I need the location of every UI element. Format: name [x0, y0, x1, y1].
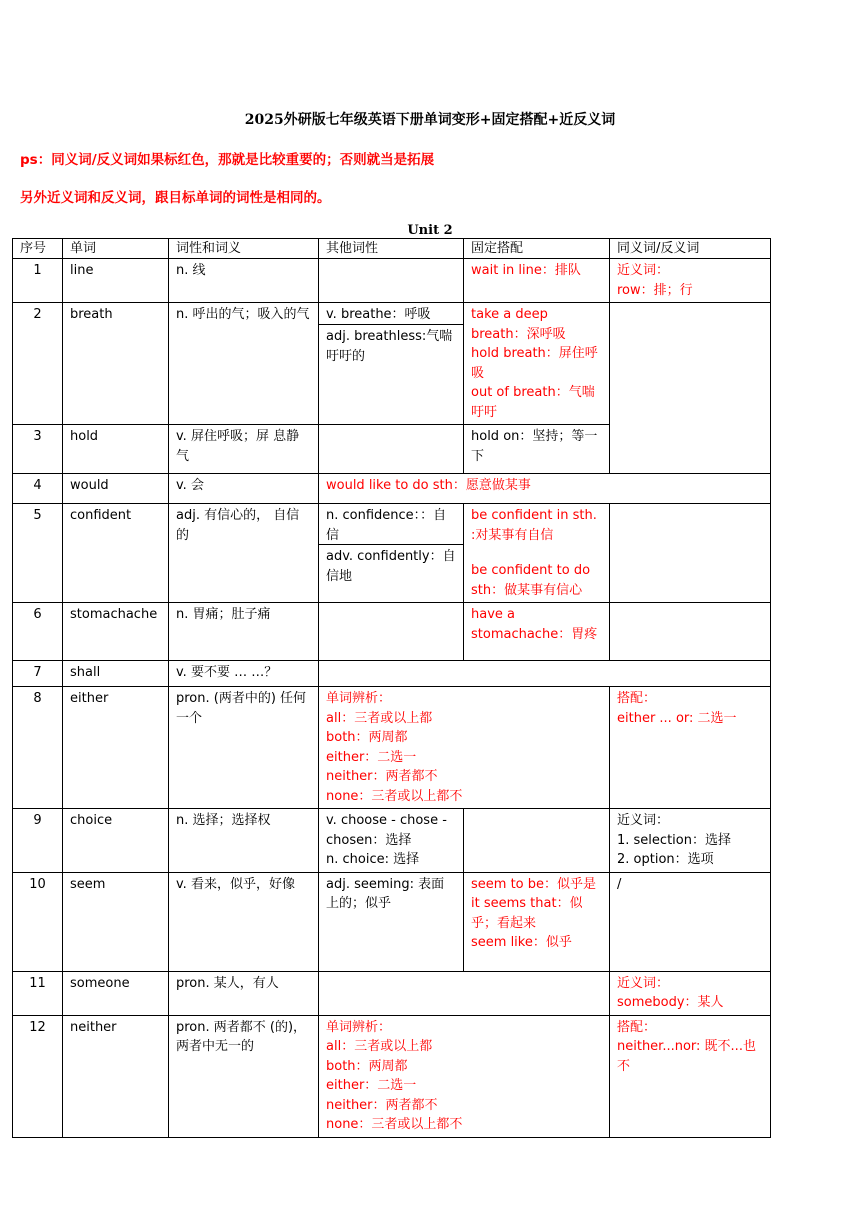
collocation-line: hold breath：屏住呼吸 — [471, 346, 598, 381]
row-word: line — [63, 259, 169, 303]
analysis-line: both：两周都 — [326, 730, 408, 745]
table-row — [13, 474, 771, 504]
collocation-line: be confident in sth. :对某事有自信 — [471, 508, 597, 543]
row-synonyms — [610, 1015, 771, 1137]
row-word: hold — [63, 425, 169, 474]
row-number: 12 — [13, 1015, 63, 1137]
other-form: adv. confidently：自信地 — [319, 544, 463, 588]
other-form: n. confidence：：自信 — [326, 508, 447, 543]
collocation-line: be confident to do sth：做某事有信心 — [471, 563, 591, 598]
row-meaning: v. 看来，似乎，好像 — [169, 872, 319, 971]
row-word: either — [63, 687, 169, 809]
analysis-line: both：两周都 — [326, 1058, 408, 1074]
row-meaning: v. 要不要 … …？ — [169, 661, 319, 687]
table-row — [13, 872, 771, 971]
row-synonyms — [610, 971, 771, 1015]
header-collocation: 固定搭配 — [464, 239, 610, 259]
row-other-forms — [319, 259, 464, 303]
row-synonyms — [610, 809, 771, 873]
row-meaning: n. 选择；选择权 — [169, 809, 319, 873]
row-word-analysis — [319, 1015, 610, 1137]
syn-line: 搭配： — [617, 1019, 657, 1035]
analysis-line: neither：两者都不 — [326, 1097, 438, 1113]
row-number: 1 — [13, 259, 63, 303]
row-meaning: n. 呼出的气；吸入的气 — [169, 303, 319, 425]
analysis-line: none：三者或以上都不 — [326, 1117, 463, 1132]
syn-line: 搭配： — [617, 691, 657, 706]
row-number: 6 — [13, 603, 63, 661]
row-meaning: n. 胃痛；肚子痛 — [169, 603, 319, 661]
row-word: stomachache — [63, 603, 169, 661]
syn-line: 2. option：选项 — [617, 852, 714, 867]
row-collocation — [464, 303, 610, 425]
row-word: confident — [63, 504, 169, 603]
header-synonyms: 同义词/反义词 — [610, 239, 771, 259]
table-row — [13, 504, 771, 603]
table-row — [13, 687, 771, 809]
row-number: 10 — [13, 872, 63, 971]
row-other-forms — [319, 303, 464, 425]
other-form: adj. breathless:气喘吁吁的 — [319, 324, 463, 368]
table-header-row — [13, 239, 771, 259]
header-word: 单词 — [63, 239, 169, 259]
row-number: 11 — [13, 971, 63, 1015]
row-synonyms — [610, 303, 771, 474]
unit-heading: Unit 2 — [407, 223, 453, 238]
row-other-forms: adj. seeming: 表面上的；似乎 — [319, 872, 464, 971]
row-merged-note: would like to do sth：愿意做某事 — [319, 474, 771, 504]
row-meaning: v. 屏住呼吸；屏 息静气 — [169, 425, 319, 474]
analysis-line: 单词辨析： — [326, 691, 392, 706]
row-number: 2 — [13, 303, 63, 425]
table-row — [13, 603, 771, 661]
analysis-line: either：二选一 — [326, 1078, 417, 1093]
collocation-line: out of breath：气喘吁吁 — [471, 385, 595, 420]
row-empty — [319, 971, 610, 1015]
row-synonyms — [610, 504, 771, 603]
row-collocation: have a stomachache：胃疼 — [464, 603, 610, 661]
note-line-1: ps：同义词/反义词如果标红色，那就是比较重要的；否则就当是拓展 — [20, 152, 435, 168]
table-row — [13, 809, 771, 873]
header-other-forms: 其他词性 — [319, 239, 464, 259]
row-number: 5 — [13, 504, 63, 603]
row-other-forms — [319, 504, 464, 603]
other-form: n. choice: 选择 — [326, 852, 420, 867]
syn-line: either ... or: 二选一 — [617, 710, 737, 726]
row-number: 8 — [13, 687, 63, 809]
analysis-line: all：三者或以上都 — [326, 1039, 433, 1054]
vocabulary-table — [12, 238, 771, 1138]
table-row — [13, 259, 771, 303]
syn-line: 1. selection：选择 — [617, 832, 731, 848]
row-word: shall — [63, 661, 169, 687]
row-number: 7 — [13, 661, 63, 687]
row-meaning: v. 会 — [169, 474, 319, 504]
syn-line: 近义词： — [617, 263, 670, 278]
row-collocation: hold on：坚持；等一下 — [464, 425, 610, 474]
row-meaning: pron. 两者都不 (的)，两者中无一的 — [169, 1015, 319, 1137]
syn-line: neither...nor: 既不...也不 — [617, 1039, 756, 1074]
row-word: neither — [63, 1015, 169, 1137]
row-word: choice — [63, 809, 169, 873]
other-form: v. choose - chose - chosen：选择 — [326, 813, 447, 848]
row-meaning: adj. 有信心的， 自信的 — [169, 504, 319, 603]
row-other-forms — [319, 425, 464, 474]
table-row — [13, 971, 771, 1015]
syn-line: 近义词： — [617, 975, 670, 991]
row-meaning: pron. (两者中的) 任何一个 — [169, 687, 319, 809]
row-other-forms — [319, 603, 464, 661]
syn-line: row：排；行 — [617, 282, 693, 298]
analysis-line: neither：两者都不 — [326, 769, 438, 784]
row-empty — [319, 661, 771, 687]
row-synonyms — [610, 687, 771, 809]
analysis-line: 单词辨析： — [326, 1019, 392, 1035]
analysis-line: either：二选一 — [326, 749, 417, 765]
row-meaning: pron. 某人，有人 — [169, 971, 319, 1015]
row-synonyms — [610, 603, 771, 661]
row-synonyms — [610, 259, 771, 303]
row-word-analysis — [319, 687, 610, 809]
collocation-line: seem to be：似乎是 — [471, 876, 596, 892]
row-meaning: n. 线 — [169, 259, 319, 303]
table-row — [13, 1015, 771, 1137]
row-collocation — [464, 809, 610, 873]
collocation-line: seem like：似乎 — [471, 935, 572, 950]
row-number: 4 — [13, 474, 63, 504]
row-number: 9 — [13, 809, 63, 873]
table-row — [13, 661, 771, 687]
row-collocation — [464, 872, 610, 971]
note-line-2: 另外近义词和反义词，跟目标单词的词性是相同的。 — [20, 190, 331, 206]
row-synonyms: / — [610, 872, 771, 971]
row-word: seem — [63, 872, 169, 971]
row-word: someone — [63, 971, 169, 1015]
row-word: breath — [63, 303, 169, 425]
row-collocation — [464, 504, 610, 603]
syn-line: 近义词： — [617, 813, 670, 828]
syn-line: somebody：某人 — [617, 995, 724, 1010]
header-meaning: 词性和词义 — [169, 239, 319, 259]
row-number: 3 — [13, 425, 63, 474]
other-form: v. breathe：呼吸 — [326, 307, 431, 322]
row-collocation: wait in line：排队 — [464, 259, 610, 303]
row-word: would — [63, 474, 169, 504]
table-row — [13, 303, 771, 425]
collocation-line: it seems that：似乎；看起来 — [471, 896, 583, 931]
collocation-line: take a deep breath：深呼吸 — [471, 307, 566, 342]
header-no: 序号 — [13, 239, 63, 259]
row-other-forms — [319, 809, 464, 873]
analysis-line: all：三者或以上都 — [326, 710, 433, 726]
document-title: 2025外研版七年级英语下册单词变形+固定搭配+近反义词 — [244, 112, 616, 128]
analysis-line: none：三者或以上都不 — [326, 788, 463, 804]
